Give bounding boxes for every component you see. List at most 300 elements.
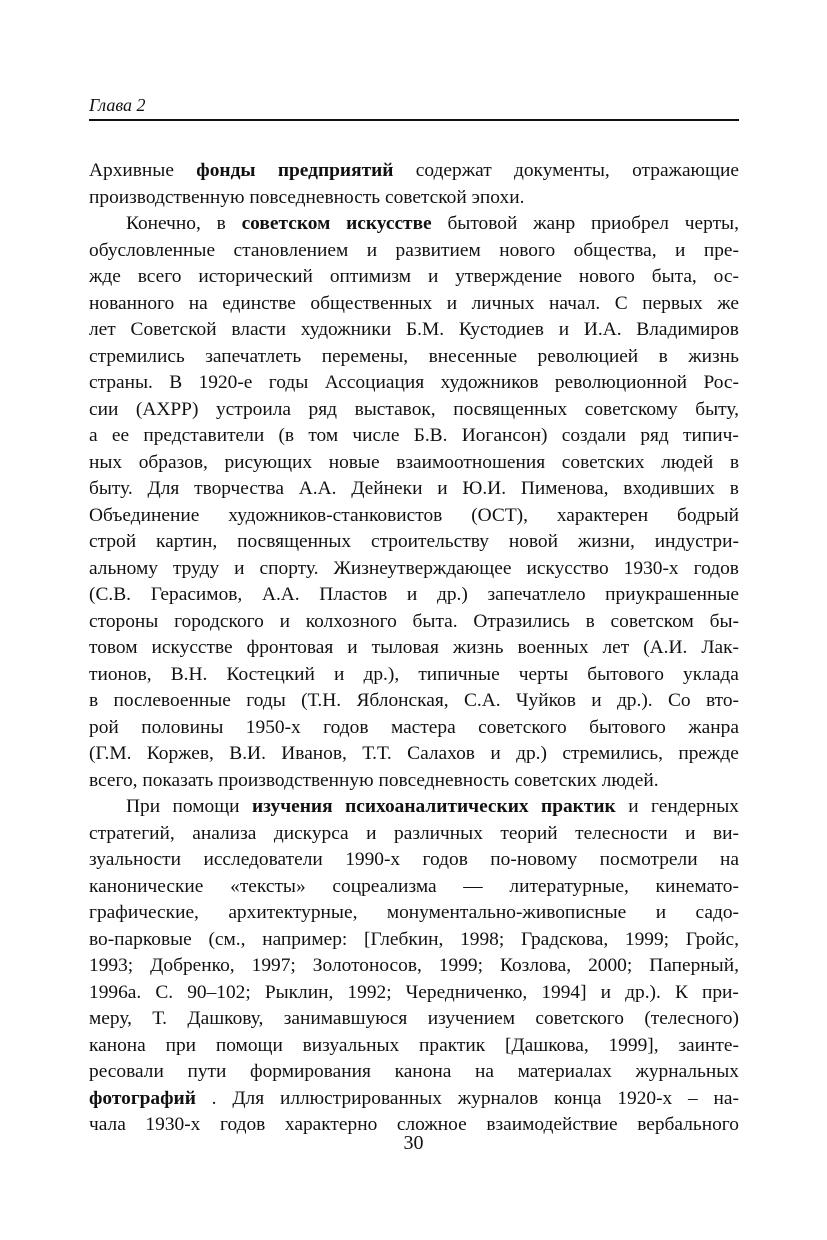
text-line [89, 344, 739, 371]
word: например: [262, 928, 348, 950]
text-line [89, 662, 739, 689]
word: быта, [651, 266, 697, 287]
word: начал. [548, 292, 601, 314]
word: канона [394, 1061, 452, 1082]
word: спорту. [259, 557, 319, 579]
word: на [475, 1061, 494, 1082]
word: Жизнеутверждающее [333, 557, 512, 579]
word: [Глебкин, [364, 928, 444, 950]
word: сложное [396, 1114, 467, 1135]
word: общественных [310, 292, 433, 314]
word: Рыклин, [264, 981, 334, 1003]
text-line [89, 264, 739, 291]
header-divider [89, 119, 739, 121]
bold-word: практик [541, 796, 616, 817]
word: Рос- [703, 372, 739, 393]
word: первых [642, 292, 703, 314]
word: и [279, 610, 290, 632]
word: С.А. [463, 690, 501, 711]
word: тионов, [89, 663, 152, 685]
bold-word: советском [241, 213, 331, 234]
text-line [89, 715, 739, 742]
word: 1999; [438, 955, 484, 976]
word: Пименова, [520, 478, 609, 499]
word: графические, [89, 902, 199, 923]
word: сии [89, 398, 119, 420]
word: (ОСТ), [471, 504, 528, 526]
word: 1930-х [145, 1114, 201, 1135]
word: стремились, [562, 743, 663, 764]
word: революционной [554, 372, 688, 393]
word: В.И. [229, 743, 266, 764]
text-line [89, 397, 739, 424]
word: годов [219, 1114, 266, 1135]
text-line [89, 847, 739, 874]
word: бодрый [677, 504, 739, 526]
word: советском [610, 610, 694, 632]
text-line [89, 582, 739, 609]
word: др.), [363, 663, 400, 685]
word: лет [602, 637, 630, 658]
word: монументально-живописные [386, 902, 627, 923]
word: повседневность [378, 769, 515, 791]
word: Чуйков [515, 690, 576, 711]
word: стратегий, [89, 822, 175, 844]
word: различных [394, 822, 483, 844]
word: Для [232, 1087, 265, 1109]
body-text [89, 158, 739, 1139]
word: Коржев, [146, 743, 214, 764]
word: единстве [222, 292, 296, 314]
text-line [89, 609, 739, 636]
word: Владимиров [636, 319, 739, 340]
word: теорий [500, 822, 558, 844]
word: Чередниченко, [405, 981, 528, 1003]
word: запечатлеть [205, 345, 302, 367]
word: (С.В. [89, 584, 132, 605]
word: и [234, 557, 245, 579]
word: нового [578, 266, 635, 287]
word: годов [323, 716, 369, 738]
word: жизнь [452, 637, 504, 658]
word: на- [713, 1087, 739, 1109]
word: же [717, 292, 739, 314]
word: телесности [575, 822, 668, 844]
word: людей [661, 451, 714, 473]
word: художников [440, 372, 539, 393]
word: и [427, 266, 439, 287]
word: числе [352, 425, 400, 446]
word: революцией [537, 345, 639, 367]
word: 1992; [347, 981, 392, 1003]
word: характерно [284, 1114, 378, 1135]
word: исследователи [203, 849, 323, 870]
word: 1990-х [345, 849, 401, 870]
word: жанра [688, 716, 739, 738]
word: содержат [415, 160, 492, 181]
word: Ю.И. [462, 478, 507, 499]
word: конца [554, 1087, 602, 1109]
word: др.). [616, 690, 653, 711]
word: Т. [152, 1008, 168, 1029]
word: (АХРР) [135, 398, 199, 420]
word: советских [514, 769, 602, 791]
word: жизни, [577, 531, 635, 552]
word: дискурса [273, 822, 349, 844]
word: выставок, [354, 398, 436, 420]
word: советского [478, 716, 567, 738]
text-line [89, 1033, 739, 1060]
word: и [366, 239, 378, 261]
word: (в [278, 425, 295, 446]
word: ных [89, 451, 123, 473]
word: представители [143, 425, 265, 446]
text-line [89, 953, 739, 980]
word: всего [137, 266, 182, 287]
word: «тексты» [230, 875, 306, 897]
word: — [463, 875, 483, 897]
word: К [674, 981, 688, 1003]
word: 1930-х [623, 557, 679, 579]
word: посмотрели [599, 849, 698, 870]
word: Костецкий [226, 663, 315, 685]
word: [Дашкова, [504, 1034, 589, 1056]
word: а [89, 425, 98, 446]
word: и [406, 584, 418, 605]
word: страны. [89, 372, 153, 393]
word: рисующих [224, 451, 313, 473]
word: Козлова, [500, 955, 572, 976]
word: годов [422, 849, 468, 870]
word: помощи [172, 796, 240, 817]
word: труду [172, 557, 220, 579]
text-line [89, 927, 739, 954]
word: запечатлело [487, 584, 586, 605]
word: строй [89, 531, 137, 552]
word: при- [701, 981, 739, 1003]
text-line [89, 529, 739, 556]
word: бытовой [447, 213, 518, 234]
text-line [89, 211, 739, 238]
word: приобрел [590, 213, 669, 234]
word: советской [384, 186, 472, 208]
word: канона [89, 1034, 146, 1056]
text-line [89, 741, 739, 768]
text-line [89, 874, 739, 901]
word: творчества [194, 478, 284, 499]
text-line [89, 476, 739, 503]
word: колхозного [305, 610, 397, 632]
word: послевоенные [113, 690, 231, 711]
word: – [688, 1087, 698, 1109]
word: половины [141, 716, 224, 738]
word: ос- [713, 266, 739, 287]
text-line [89, 821, 739, 848]
word: 1950-х [245, 716, 301, 738]
word: 1999; [624, 928, 670, 950]
word: документы, [514, 160, 610, 181]
word: и [446, 292, 458, 314]
word: Объединение [89, 504, 200, 526]
word: создали [561, 425, 627, 446]
word: иллюстрированных [279, 1087, 442, 1109]
word: жизнь [688, 345, 739, 367]
word: (Т.Н. [301, 690, 342, 711]
word: изучением [427, 1008, 516, 1029]
word: быта. [412, 610, 458, 632]
word: при [165, 1034, 197, 1056]
word: годы [246, 690, 286, 711]
word: показать [142, 769, 219, 791]
word: всего, [89, 769, 143, 791]
word: образов, [138, 451, 208, 473]
word: на [188, 292, 208, 314]
word: анализа [192, 822, 257, 844]
word: Конечно, [126, 213, 201, 234]
word: жде [89, 266, 121, 287]
word: прежде [678, 743, 739, 764]
word: При [126, 796, 161, 817]
word: военных [517, 637, 589, 658]
word: практик [419, 1034, 486, 1056]
word: др.) [516, 743, 547, 764]
text-line [89, 423, 739, 450]
word: ресовали [89, 1061, 164, 1082]
word: садо- [695, 902, 739, 923]
word: и [333, 663, 345, 685]
word: Для [147, 478, 180, 499]
word: 90–102; [187, 981, 251, 1003]
word: др.) [436, 584, 468, 605]
word: материалах [517, 1061, 612, 1082]
word: Иогансон) [461, 425, 548, 446]
word: (см., [208, 928, 246, 950]
word: товом [89, 637, 138, 658]
word: и [366, 822, 377, 844]
word: А.А. [261, 584, 300, 605]
word: взаимодействие [486, 1114, 618, 1135]
word: и [655, 902, 667, 923]
word: быту, [695, 398, 739, 420]
word: черты, [684, 213, 739, 234]
word: Отразились [473, 610, 570, 632]
word: годов [693, 557, 739, 579]
text-line [89, 688, 739, 715]
text-line [89, 794, 739, 821]
word: в [658, 345, 668, 367]
word: перемены, [321, 345, 409, 367]
word: 1996а. [89, 981, 142, 1003]
word: вто- [705, 690, 739, 711]
word: Архивные [89, 160, 174, 181]
word: Салахов [407, 743, 475, 764]
word: художники [300, 319, 392, 340]
word: развитием [395, 239, 481, 261]
word: др.). [625, 981, 661, 1003]
word: помощи [215, 1034, 283, 1056]
word: . [211, 1087, 217, 1109]
text-line [89, 450, 739, 477]
word: мастера [390, 716, 456, 738]
word: советского [535, 1008, 624, 1029]
word: 1920-х [617, 1087, 673, 1109]
word: Пластов [319, 584, 388, 605]
word: жанр [533, 213, 576, 234]
word: 1994] [541, 981, 587, 1003]
word: Золотоносов, [312, 955, 422, 976]
word: журналов [457, 1087, 539, 1109]
word: утверждение [455, 266, 562, 287]
text-line [89, 291, 739, 318]
word: Дейнеки [351, 478, 423, 499]
word: ряд [308, 398, 338, 420]
text-line [89, 635, 739, 662]
word: внесенные [428, 345, 518, 367]
text-line [89, 980, 739, 1007]
word: художников-станковистов [228, 504, 443, 526]
word: литературные, [509, 875, 629, 897]
word: архитектурные, [228, 902, 358, 923]
text-line [89, 900, 739, 927]
word: С. [155, 981, 174, 1003]
word: новой [508, 531, 558, 552]
word: производственную [89, 186, 250, 208]
word: бы- [709, 610, 739, 632]
word: Со [667, 690, 691, 711]
word: искусстве [151, 637, 233, 658]
word: исторический [198, 266, 313, 287]
word: в [729, 478, 739, 499]
word: и [347, 637, 358, 658]
word: в [729, 451, 739, 473]
word: меру, [89, 1008, 132, 1029]
word: посвященных [237, 531, 352, 552]
word: и [558, 319, 570, 340]
word: обусловленные [89, 239, 216, 261]
word: тыловая [371, 637, 439, 658]
word: 2000; [588, 955, 633, 976]
text-line [89, 238, 739, 265]
word: занимавшуюся [283, 1008, 408, 1029]
word: личных [471, 292, 535, 314]
text-line [89, 317, 739, 344]
word: (Г.М. [89, 743, 132, 764]
word: черты [518, 663, 569, 685]
word: искусство [526, 557, 609, 579]
word: устроила [215, 398, 292, 420]
bold-word: фотографий [89, 1087, 196, 1109]
word: А.А. [298, 478, 337, 499]
word: строительству [370, 531, 489, 552]
word: типичные [418, 663, 500, 685]
word: Б.В. [413, 425, 448, 446]
word: пре- [703, 239, 739, 261]
word: Т.Т. [362, 743, 392, 764]
word: фронтовая [246, 637, 334, 658]
word: формирования [250, 1061, 371, 1082]
word: советских [561, 451, 645, 473]
text-line [89, 185, 739, 212]
word: чала [89, 1114, 126, 1135]
word: рой [89, 716, 119, 738]
word: С [614, 292, 628, 314]
word: и [591, 690, 602, 711]
word: годы [268, 372, 309, 393]
bold-word: предприятий [277, 160, 394, 181]
word: 1993; [89, 955, 134, 976]
word: нованного [89, 292, 175, 314]
word: Добренко, [150, 955, 235, 976]
word: общества, [573, 239, 657, 261]
word: в [585, 610, 595, 632]
word: производственную [218, 769, 379, 791]
text-line [89, 1059, 739, 1086]
word: новые [328, 451, 380, 473]
word: в [89, 690, 99, 711]
word: советскому [584, 398, 678, 420]
word: людей. [601, 769, 659, 791]
bold-word: психоаналитических [345, 796, 529, 817]
word: Ассоциация [324, 372, 425, 393]
word: по-новому [490, 849, 578, 870]
word: повседневность [249, 186, 385, 208]
word: и [490, 743, 501, 764]
word: (А.И. [643, 637, 688, 658]
word: И.А. [583, 319, 622, 340]
word: и [685, 822, 696, 844]
word: журнальных [635, 1061, 739, 1082]
word: Иванов, [281, 743, 347, 764]
text-line [89, 768, 739, 795]
word: Б.М. [405, 319, 445, 340]
running-head-chapter: Глава 2 [89, 95, 146, 115]
word: кинемато- [655, 875, 739, 897]
word: индустри- [654, 531, 739, 552]
word: входивших [623, 478, 715, 499]
word: Градскова, [520, 928, 609, 950]
word: Лак- [701, 637, 739, 658]
word: визуальных [302, 1034, 400, 1056]
bold-word: изучения [251, 796, 333, 817]
word: власти [231, 319, 287, 340]
word: ви- [712, 822, 739, 844]
word: стремились [89, 345, 185, 367]
word: (телесного) [644, 1008, 739, 1029]
word: вербального [637, 1114, 739, 1135]
text-line [89, 1086, 739, 1113]
word: быту. [89, 478, 133, 499]
word: отражающие [632, 160, 739, 181]
word: Советской [130, 319, 217, 340]
word: зуальности [89, 849, 182, 870]
word: и [437, 478, 448, 499]
word: и [675, 239, 686, 261]
text-line [89, 556, 739, 583]
word: и [600, 981, 612, 1003]
word: Герасимов, [150, 584, 243, 605]
text-line [89, 1006, 739, 1033]
word: 1997; [251, 955, 296, 976]
word: лет [89, 319, 116, 340]
word: бытового [587, 663, 664, 685]
word: 1999], [608, 1034, 659, 1056]
word: канонические [89, 875, 204, 897]
word: эпохи. [471, 186, 525, 208]
word: характерен [556, 504, 649, 526]
word: на [720, 849, 739, 870]
word: Кустодиев [458, 319, 544, 340]
word: становлением [233, 239, 349, 261]
